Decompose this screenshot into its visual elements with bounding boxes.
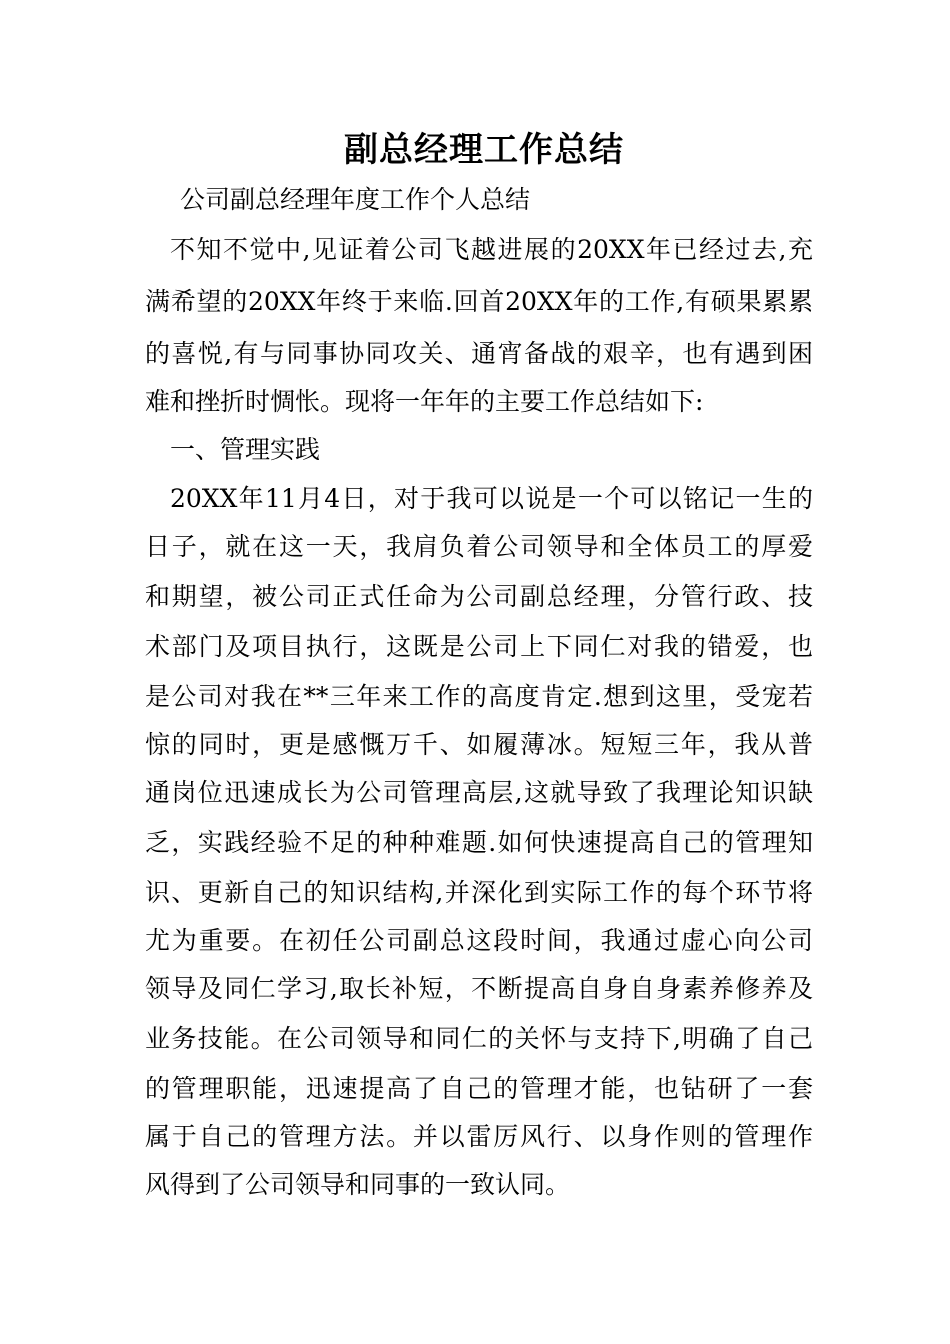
body-line: 日子，就在这一天，我肩负着公司领导和全体员工的厚爱 bbox=[145, 532, 813, 561]
intro-line: 满希望的20XX年终于来临.回首20XX年的工作,有硕果累累 bbox=[145, 287, 813, 316]
document-subtitle: 公司副总经理年度工作个人总结 bbox=[180, 185, 531, 214]
body-line: 术部门及项目执行，这既是公司上下同仁对我的错爱，也 bbox=[145, 632, 813, 661]
body-line: 风得到了公司领导和同事的一致认同。 bbox=[145, 1170, 571, 1199]
body-line: 领导及同仁学习,取长补短，不断提高自身自身素养修养及 bbox=[145, 974, 813, 1003]
body-line: 识、更新自己的知识结构,并深化到实际工作的每个环节将 bbox=[145, 878, 813, 907]
intro-line: 的喜悦,有与同事协同攻关、通宵备战的艰辛，也有遇到困 bbox=[145, 339, 813, 368]
intro-line: 难和挫折时惆怅。现将一年年的主要工作总结如下: bbox=[145, 387, 704, 416]
intro-line: 不知不觉中,见证着公司飞越进展的20XX年已经过去,充 bbox=[170, 235, 813, 264]
body-line: 的管理职能，迅速提高了自己的管理才能，也钻研了一套 bbox=[145, 1074, 813, 1103]
body-line: 和期望，被公司正式任命为公司副总经理，分管行政、技 bbox=[145, 582, 813, 611]
body-line: 乏，实践经验不足的种种难题.如何快速提高自己的管理知 bbox=[145, 828, 813, 857]
body-line: 是公司对我在**三年来工作的高度肯定.想到这里，受宠若 bbox=[145, 682, 813, 711]
body-line: 尤为重要。在初任公司副总这段时间，我通过虚心向公司 bbox=[145, 926, 813, 955]
body-line: 业务技能。在公司领导和同仁的关怀与支持下,明确了自己 bbox=[145, 1024, 813, 1053]
document-title: 副总经理工作总结 bbox=[344, 130, 624, 170]
section-heading: 一、管理实践 bbox=[170, 435, 321, 464]
body-line: 属于自己的管理方法。并以雷厉风行、以身作则的管理作 bbox=[145, 1122, 813, 1151]
body-line: 通岗位迅速成长为公司管理高层,这就导致了我理论知识缺 bbox=[145, 778, 813, 807]
body-line: 20XX年11月4日，对于我可以说是一个可以铭记一生的 bbox=[170, 484, 813, 513]
body-line: 惊的同时，更是感慨万千、如履薄冰。短短三年，我从普 bbox=[145, 730, 813, 759]
